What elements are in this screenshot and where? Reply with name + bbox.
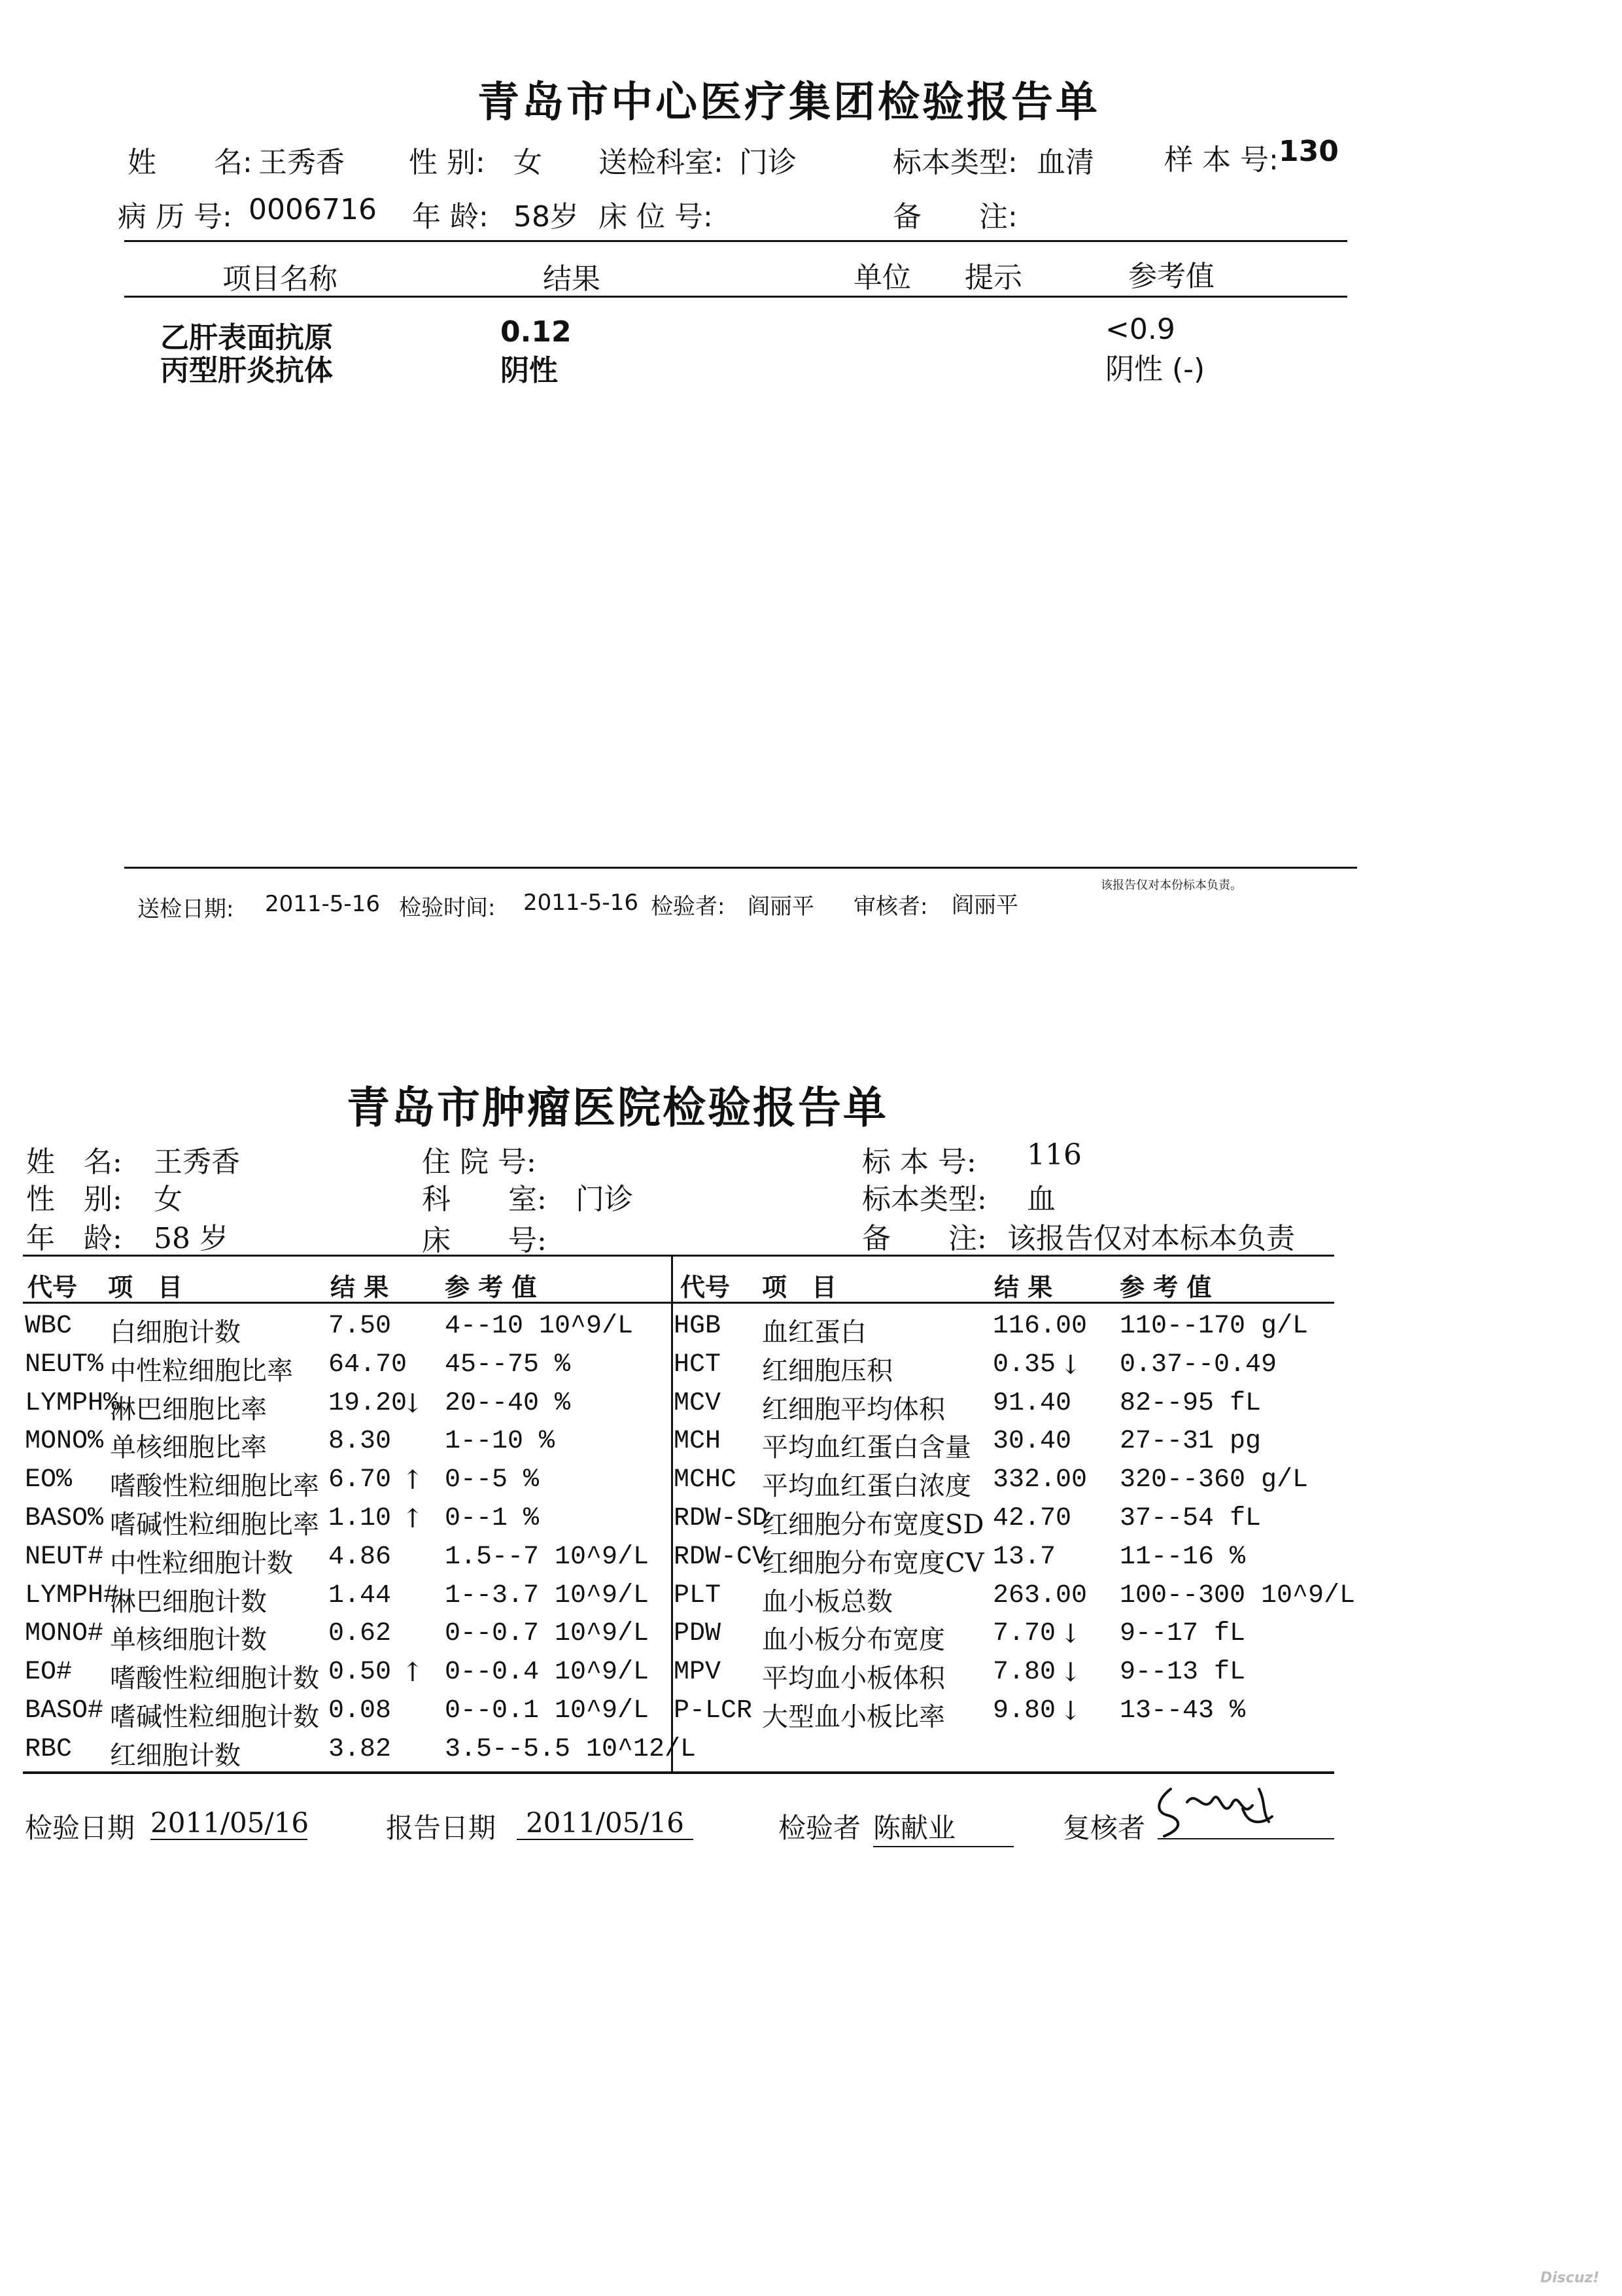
row-item: 嗜碱性粒细胞计数 — [110, 1702, 319, 1732]
r2-col-ref-right: 参 考 值 — [1120, 1272, 1212, 1302]
r2-col-result-left: 结 果 — [330, 1272, 389, 1302]
row-item: 红细胞计数 — [110, 1740, 241, 1771]
r1-remark-label: 备 注: — [893, 200, 1018, 234]
row-flag: ↑ — [402, 1465, 424, 1496]
r1-header-top-rule — [124, 240, 1347, 242]
row-result: 9.80 — [993, 1696, 1056, 1726]
r2-sample-no: 116 — [1027, 1138, 1082, 1172]
r1-tester: 阎丽平 — [748, 894, 814, 920]
r1-bed-label: 床 位 号: — [598, 200, 713, 234]
row-code: MCH — [674, 1427, 721, 1457]
row-code: P-LCR — [674, 1696, 753, 1726]
row-item: 嗜酸性粒细胞比率 — [110, 1471, 319, 1502]
row-item: 血小板分布宽度 — [762, 1625, 945, 1656]
row-item: 单核细胞比率 — [110, 1433, 267, 1463]
row-result: 7.70 — [993, 1619, 1056, 1649]
row-code: PDW — [674, 1619, 721, 1649]
r1-row-result: 阴性 — [500, 354, 558, 387]
row-ref: 100--300 10^9/L — [1120, 1580, 1356, 1610]
row-code: PLT — [674, 1580, 721, 1610]
row-item: 红细胞压积 — [762, 1355, 893, 1386]
r2-name-label: 姓 名: — [26, 1145, 122, 1179]
row-code: RDW-CV — [674, 1542, 768, 1572]
r1-gender-label: 性 别: — [409, 146, 485, 179]
row-flag: ↑ — [402, 1658, 424, 1688]
r1-test-time: 2011-5-16 — [523, 890, 638, 916]
r1-col-unit: 单位 — [854, 261, 911, 294]
row-code: MCV — [674, 1388, 721, 1418]
r1-footer-rule — [124, 867, 1357, 869]
row-result: 332.00 — [993, 1465, 1088, 1495]
row-ref: 1--10 % — [445, 1427, 555, 1457]
r2-dept-label: 科 室: — [422, 1183, 547, 1216]
report2-title: 青岛市肿瘤医院检验报告单 — [347, 1082, 888, 1133]
row-item: 嗜酸性粒细胞计数 — [110, 1663, 319, 1694]
r1-row-item: 乙肝表面抗原 — [160, 321, 333, 355]
row-result: 7.80 — [993, 1658, 1056, 1688]
r2-table-bottom-rule — [23, 1771, 1334, 1774]
row-result: 263.00 — [993, 1580, 1088, 1610]
row-code: MCHC — [674, 1465, 737, 1495]
r2-header-bottom-rule — [23, 1302, 1334, 1304]
row-ref: 3.5--5.5 10^12/L — [445, 1734, 697, 1764]
row-ref: 13--43 % — [1120, 1696, 1246, 1726]
r1-row-result: 0.12 — [500, 315, 572, 349]
r2-bed-label: 床 号: — [422, 1224, 547, 1257]
row-item: 红细胞分布宽度CV — [762, 1548, 984, 1578]
row-item: 红细胞平均体积 — [762, 1394, 945, 1425]
row-flag: ↑ — [402, 1504, 424, 1534]
row-result: 1.10 — [328, 1504, 392, 1533]
r1-gender: 女 — [513, 146, 542, 179]
row-flag: ↓ — [1060, 1696, 1082, 1726]
row-code: MONO% — [25, 1427, 104, 1457]
r1-row-ref: 阴性 (-) — [1105, 353, 1205, 386]
r1-name-label: 姓 名: — [128, 146, 252, 179]
r2-report-date-label: 报告日期 — [386, 1812, 496, 1844]
row-item: 血红蛋白 — [762, 1317, 867, 1348]
row-result: 42.70 — [993, 1504, 1072, 1533]
row-result: 7.50 — [328, 1312, 392, 1341]
row-code: HGB — [674, 1312, 721, 1341]
row-result: 8.30 — [328, 1427, 392, 1457]
row-item: 单核细胞计数 — [110, 1625, 267, 1656]
r2-remark: 该报告仅对本标本负责 — [1007, 1222, 1295, 1255]
row-ref: 0--0.7 10^9/L — [445, 1619, 649, 1649]
r1-header-bottom-rule — [124, 296, 1347, 298]
r2-age-label: 年 龄: — [26, 1222, 122, 1255]
r1-specimen-type: 血清 — [1037, 146, 1094, 179]
r2-gender: 女 — [154, 1183, 182, 1216]
row-ref: 1--3.7 10^9/L — [445, 1580, 649, 1610]
r1-record-no: 0006716 — [249, 193, 377, 226]
row-result: 91.40 — [993, 1388, 1072, 1418]
row-result: 6.70 — [328, 1465, 392, 1495]
row-ref: 37--54 fL — [1120, 1504, 1262, 1533]
row-ref: 0.37--0.49 — [1120, 1349, 1277, 1380]
r2-specimen-type-label: 标本类型: — [862, 1183, 987, 1216]
row-ref: 1.5--7 10^9/L — [445, 1542, 649, 1572]
row-ref: 82--95 fL — [1120, 1388, 1262, 1418]
r1-reviewer: 阎丽平 — [952, 892, 1018, 918]
row-code: BASO% — [25, 1504, 104, 1533]
r2-test-date: 2011/05/16 — [150, 1807, 309, 1839]
r2-report-date: 2011/05/16 — [517, 1807, 693, 1840]
r1-dept: 门诊 — [739, 146, 797, 179]
r1-disclaimer: 该报告仅对本份标本负责。 — [1101, 878, 1242, 892]
row-code: RDW-SD — [674, 1504, 768, 1533]
r2-specimen-type: 血 — [1027, 1183, 1056, 1216]
row-ref: 0--5 % — [445, 1465, 540, 1495]
row-flag: ↓ — [1060, 1619, 1082, 1650]
r1-record-no-label: 病 历 号: — [118, 200, 232, 234]
row-code: MPV — [674, 1658, 721, 1688]
report1-title: 青岛市中心医疗集团检验报告单 — [477, 78, 1100, 127]
row-ref: 45--75 % — [445, 1349, 571, 1380]
r1-dept-label: 送检科室: — [598, 146, 723, 179]
row-code: NEUT% — [25, 1349, 104, 1380]
r2-header-top-rule — [23, 1255, 1334, 1257]
r2-inpatient-no-label: 住 院 号: — [422, 1145, 536, 1179]
r2-test-date-label: 检验日期 — [25, 1812, 135, 1844]
r1-col-item: 项目名称 — [222, 262, 337, 296]
row-code: BASO# — [25, 1696, 104, 1726]
row-code: EO# — [25, 1658, 73, 1688]
r2-col-result-right: 结 果 — [994, 1272, 1053, 1302]
r1-tester-label: 检验者: — [651, 894, 725, 920]
row-item: 平均血小板体积 — [762, 1663, 945, 1694]
row-flag: ↓ — [402, 1388, 424, 1419]
r2-col-code-left: 代号 — [27, 1272, 78, 1302]
r1-age-label: 年 龄: — [412, 200, 489, 234]
row-item: 淋巴细胞比率 — [110, 1394, 267, 1425]
row-ref: 0--1 % — [445, 1504, 540, 1533]
r1-name: 王秀香 — [258, 146, 345, 179]
r2-tester-label: 检验者 — [778, 1812, 861, 1844]
r2-col-code-right: 代号 — [680, 1272, 731, 1302]
row-code: NEUT# — [25, 1542, 104, 1572]
r1-row-item: 丙型肝炎抗体 — [160, 354, 333, 387]
r2-dept: 门诊 — [576, 1183, 633, 1216]
row-result: 0.62 — [328, 1619, 392, 1649]
row-code: LYMPH# — [25, 1580, 120, 1610]
row-item: 大型血小板比率 — [762, 1702, 945, 1732]
r1-col-ref: 参考值 — [1128, 260, 1215, 293]
row-ref: 0--0.1 10^9/L — [445, 1696, 649, 1726]
r2-remark-label: 备 注: — [862, 1222, 987, 1255]
r1-specimen-type-label: 标本类型: — [893, 146, 1018, 179]
r1-sample-no: 130 — [1279, 135, 1339, 168]
r1-age: 58岁 — [513, 200, 579, 234]
row-code: RBC — [25, 1734, 73, 1764]
row-item: 淋巴细胞计数 — [110, 1586, 267, 1617]
row-result: 13.7 — [993, 1542, 1056, 1572]
r2-column-divider — [671, 1255, 673, 1771]
r1-send-date-label: 送检日期: — [137, 896, 234, 922]
r2-reviewer-label: 复核者 — [1063, 1812, 1146, 1844]
row-flag: ↓ — [1060, 1658, 1082, 1688]
row-item: 中性粒细胞比率 — [110, 1355, 293, 1386]
row-item: 白细胞计数 — [110, 1317, 241, 1348]
row-result: 3.82 — [328, 1734, 392, 1764]
row-item: 血小板总数 — [762, 1586, 893, 1617]
row-ref: 11--16 % — [1120, 1542, 1246, 1572]
row-ref: 110--170 g/L — [1120, 1312, 1309, 1341]
r1-send-date: 2011-5-16 — [265, 891, 380, 917]
row-result: 116.00 — [993, 1312, 1088, 1341]
r2-age: 58 岁 — [154, 1222, 228, 1255]
row-result: 1.44 — [328, 1580, 392, 1610]
r2-col-ref-left: 参 考 值 — [445, 1272, 537, 1302]
r1-reviewer-label: 审核者: — [854, 894, 928, 920]
row-result: 0.50 — [328, 1658, 392, 1688]
row-ref: 9--17 fL — [1120, 1619, 1246, 1649]
row-item: 中性粒细胞计数 — [110, 1548, 293, 1578]
row-result: 4.86 — [328, 1542, 392, 1572]
row-ref: 320--360 g/L — [1120, 1465, 1309, 1495]
r1-row-ref: <0.9 — [1105, 313, 1175, 346]
row-code: LYMPH% — [25, 1388, 120, 1418]
row-item: 平均血红蛋白浓度 — [762, 1471, 971, 1502]
row-result: 64.70 — [328, 1349, 407, 1380]
row-code: MONO# — [25, 1619, 104, 1649]
r1-col-flag: 提示 — [965, 261, 1022, 294]
r1-test-time-label: 检验时间: — [399, 895, 496, 921]
row-ref: 20--40 % — [445, 1388, 571, 1418]
row-ref: 4--10 10^9/L — [445, 1312, 634, 1341]
r1-sample-no-label: 样 本 号: — [1164, 143, 1279, 177]
row-ref: 27--31 pg — [1120, 1427, 1262, 1457]
r2-name: 王秀香 — [154, 1145, 240, 1179]
row-result: 30.40 — [993, 1427, 1072, 1457]
row-item: 平均血红蛋白含量 — [762, 1433, 971, 1463]
row-ref: 0--0.4 10^9/L — [445, 1658, 649, 1688]
row-ref: 9--13 fL — [1120, 1658, 1246, 1688]
row-result: 0.35 — [993, 1349, 1056, 1380]
row-code: EO% — [25, 1465, 73, 1495]
row-code: WBC — [25, 1312, 73, 1341]
row-item: 红细胞分布宽度SD — [762, 1510, 984, 1540]
r2-col-item-right: 项 目 — [762, 1272, 837, 1302]
r1-col-result: 结果 — [543, 262, 600, 296]
watermark: Discuz! — [1540, 2270, 1600, 2286]
row-result: 19.20 — [328, 1388, 407, 1418]
r2-col-item-left: 项 目 — [108, 1272, 183, 1302]
r2-tester: 陈献业 — [873, 1807, 1014, 1847]
row-flag: ↓ — [1060, 1349, 1082, 1380]
row-result: 0.08 — [328, 1696, 392, 1726]
r2-sample-no-label: 标 本 号: — [862, 1145, 976, 1179]
row-code: HCT — [674, 1349, 721, 1380]
r2-gender-label: 性 别: — [26, 1183, 122, 1216]
reviewer-signature — [1151, 1776, 1282, 1848]
row-item: 嗜碱性粒细胞比率 — [110, 1510, 319, 1540]
